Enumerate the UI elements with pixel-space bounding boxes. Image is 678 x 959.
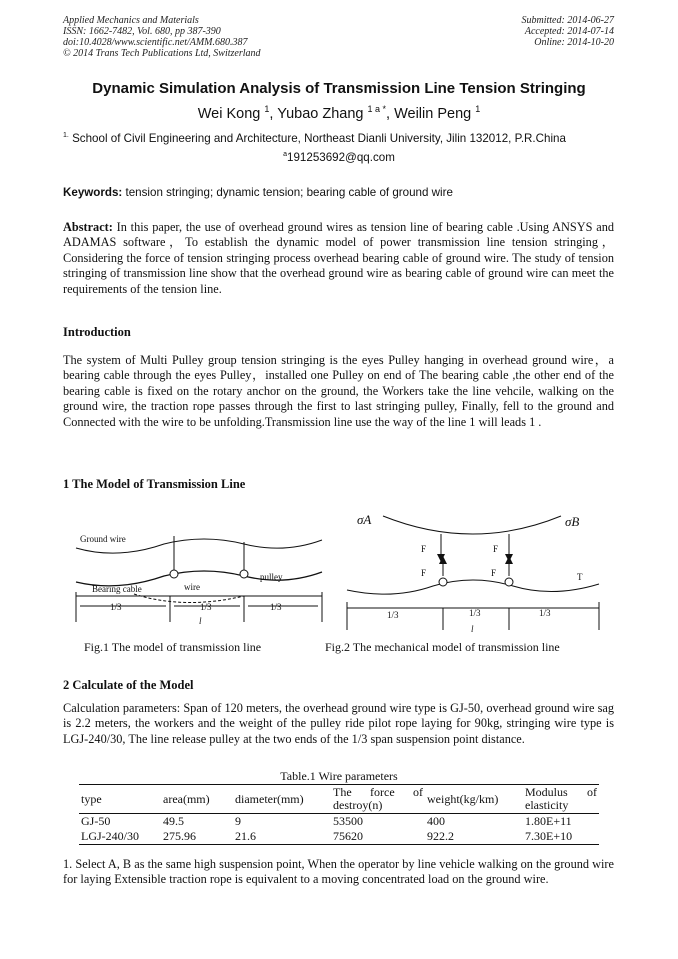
figure2-diagram bbox=[343, 500, 603, 640]
keywords bbox=[63, 186, 615, 199]
table-cell: 7.30E+10 bbox=[523, 829, 599, 845]
top-cable-line bbox=[383, 516, 561, 534]
email-text: 191253692@qq.com bbox=[287, 151, 395, 164]
paper-title: Dynamic Simulation Analysis of Transmission Line Tension Stringing bbox=[92, 80, 586, 97]
tension-label: T bbox=[577, 572, 583, 582]
affiliation-sup: 1. bbox=[63, 132, 69, 140]
sigma-a-label: σA bbox=[357, 512, 372, 527]
arrow-up-icon bbox=[505, 556, 513, 564]
third-label: 1/3 bbox=[539, 608, 551, 618]
select-text: 1. Select A, B as the same high suspension point, When the operator by line vehicle walking on the ground wire for laying Extensible traction rope is equivalent to a moving concentrated load on the ground wire. bbox=[63, 857, 614, 887]
journal-name: Applied Mechanics and Materials bbox=[63, 15, 199, 26]
abstract bbox=[63, 220, 614, 297]
author-name: Wei Kong bbox=[197, 105, 261, 122]
abstract-text: In this paper, the use of overhead ground wires as tension line of bearing cable .Using ANSYS and ADAMAS software，To establish the dynamic model of power transmission line tension stringing，Considering the force of tension stringing process overhead bearing cable of ground wire. The study of tension stringing of transmission line show that the overhead ground wire as bearing cable of ground wire can meet the requirements of the tension line. bbox=[63, 220, 614, 296]
table-cell: 53500 bbox=[333, 814, 363, 828]
table-header-type: type bbox=[79, 785, 161, 814]
figure1-caption: Fig.1 The model of transmission line bbox=[84, 640, 262, 654]
force-label: F bbox=[421, 568, 427, 578]
keywords-label: Keywords: bbox=[63, 186, 123, 199]
pulley-right bbox=[505, 578, 513, 586]
table-cell: LGJ-240/30 bbox=[79, 829, 161, 845]
dates-header bbox=[522, 15, 615, 48]
section2-heading: 2 Calculate of the Model bbox=[63, 678, 194, 692]
table-cell: 9 bbox=[235, 814, 241, 828]
author-name: Weilin Peng bbox=[394, 105, 472, 122]
table-header-weight: weight(kg/km) bbox=[425, 785, 523, 814]
accepted-date: Accepted: 2014-07-14 bbox=[524, 26, 614, 37]
submitted-date: Submitted: 2014-06-27 bbox=[521, 15, 614, 26]
figure2-caption: Fig.2 The mechanical model of transmission line bbox=[325, 640, 560, 654]
keywords-text: tension stringing; dynamic tension; bearing cable of ground wire bbox=[125, 186, 453, 199]
table-header-modulus bbox=[523, 785, 599, 814]
pulley-left bbox=[170, 570, 178, 578]
table-cell: 922.2 bbox=[425, 829, 523, 845]
introduction-text: The system of Multi Pulley group tension stringing is the eyes Pulley hanging in overhead ground wire，a bearing cable through the eyes Pulley，installed one Pulley on end of The bearing cable ,the other end of the bearing cable is fixed on the rotary anchor on the ground, the Workers take the line vehcile, walking on the ground wire, the traction rope passes through the first to last stringing pulley, Finally, fell to the ground and Connected with the wire to be unfolding.Transmission line use the way of the line 1 will leads 1 . bbox=[63, 353, 614, 429]
introduction-heading: Introduction bbox=[63, 325, 131, 339]
journal-header bbox=[63, 15, 261, 59]
table-header-diameter: diameter(mm) bbox=[233, 785, 331, 814]
pulley-label: pulley bbox=[260, 572, 283, 582]
online-date: Online: 2014-10-20 bbox=[534, 37, 614, 48]
pulley-right bbox=[240, 570, 248, 578]
wire-label: wire bbox=[184, 582, 200, 592]
sigma-b-label: σB bbox=[565, 514, 580, 529]
third-label: 1/3 bbox=[469, 608, 481, 618]
author-sup: 1 bbox=[475, 104, 481, 114]
table-cell: 1.80E+11 bbox=[525, 814, 572, 828]
email-sup: a bbox=[283, 151, 288, 159]
force-label: F bbox=[493, 544, 499, 554]
bottom-cable-line bbox=[347, 580, 599, 594]
author-sup: 1 bbox=[264, 104, 270, 114]
table-cell: 49.5 bbox=[163, 814, 184, 828]
wire-line bbox=[134, 594, 244, 603]
section1-heading: 1 The Model of Transmission Line bbox=[63, 477, 246, 491]
table-header-force-line2: destroy(n) bbox=[333, 798, 383, 812]
span-label: l bbox=[471, 624, 474, 634]
ground-wire-label: Ground wire bbox=[80, 534, 126, 544]
journal-issn: ISSN: 1662-7482, Vol. 680, pp 387-390 bbox=[63, 26, 221, 37]
table-header-modulus-line1: Modulus of bbox=[525, 785, 597, 799]
table-header-force-line1: The force of bbox=[333, 785, 423, 799]
table-cell: 400 bbox=[427, 814, 445, 828]
table-row bbox=[79, 814, 599, 830]
journal-doi: doi:10.4028/www.scientific.net/AMM.680.387 bbox=[63, 37, 248, 48]
author-name: Yubao Zhang bbox=[277, 105, 364, 122]
table-caption: Table.1 Wire parameters bbox=[280, 769, 398, 783]
table-row bbox=[79, 829, 599, 845]
table-header-force bbox=[331, 785, 425, 814]
pulley-left bbox=[439, 578, 447, 586]
affiliation bbox=[63, 132, 623, 145]
wire-parameters-table bbox=[79, 784, 599, 845]
table-header-area: area(mm) bbox=[161, 785, 233, 814]
email bbox=[0, 151, 678, 164]
third-label: 1/3 bbox=[270, 602, 282, 612]
author-list: Wei Kong $^1$, Yubao Zhang $^{1 a *}$, Weilin Peng $^1$ bbox=[197, 104, 481, 122]
calculation-text: Calculation parameters: Span of 120 meters, the overhead ground wire type is GJ-50, overhead ground wire sag is 2.2 meters, the workers and the weight of the pulley ride pilot rope laying for 90kg, stringing wire type is LGJ-240/30, The line release pulley at the two ends of the 1/3 span suspension point distance. bbox=[63, 701, 614, 746]
third-label: 1/3 bbox=[200, 602, 212, 612]
force-label: F bbox=[491, 568, 497, 578]
table-header-row bbox=[79, 785, 599, 814]
force-label: F bbox=[421, 544, 427, 554]
bearing-cable-label: Bearing cable bbox=[92, 584, 142, 594]
abstract-label: Abstract: bbox=[63, 220, 113, 234]
span-label: l bbox=[199, 616, 202, 626]
table-cell: 21.6 bbox=[233, 829, 331, 845]
third-label: 1/3 bbox=[387, 610, 399, 620]
table-cell: 275.96 bbox=[161, 829, 233, 845]
author-sup: 1 a * bbox=[367, 104, 387, 114]
table-cell: GJ-50 bbox=[81, 814, 111, 828]
table-cell: 75620 bbox=[331, 829, 425, 845]
table-header-modulus-line2: elasticity bbox=[525, 798, 569, 812]
figure1-diagram bbox=[74, 500, 324, 632]
journal-copyright: © 2014 Trans Tech Publications Ltd, Switzerland bbox=[63, 48, 261, 59]
affiliation-text: School of Civil Engineering and Architecture, Northeast Dianli University, Jilin 132012, P.R.China bbox=[72, 132, 566, 145]
third-label: 1/3 bbox=[110, 602, 122, 612]
